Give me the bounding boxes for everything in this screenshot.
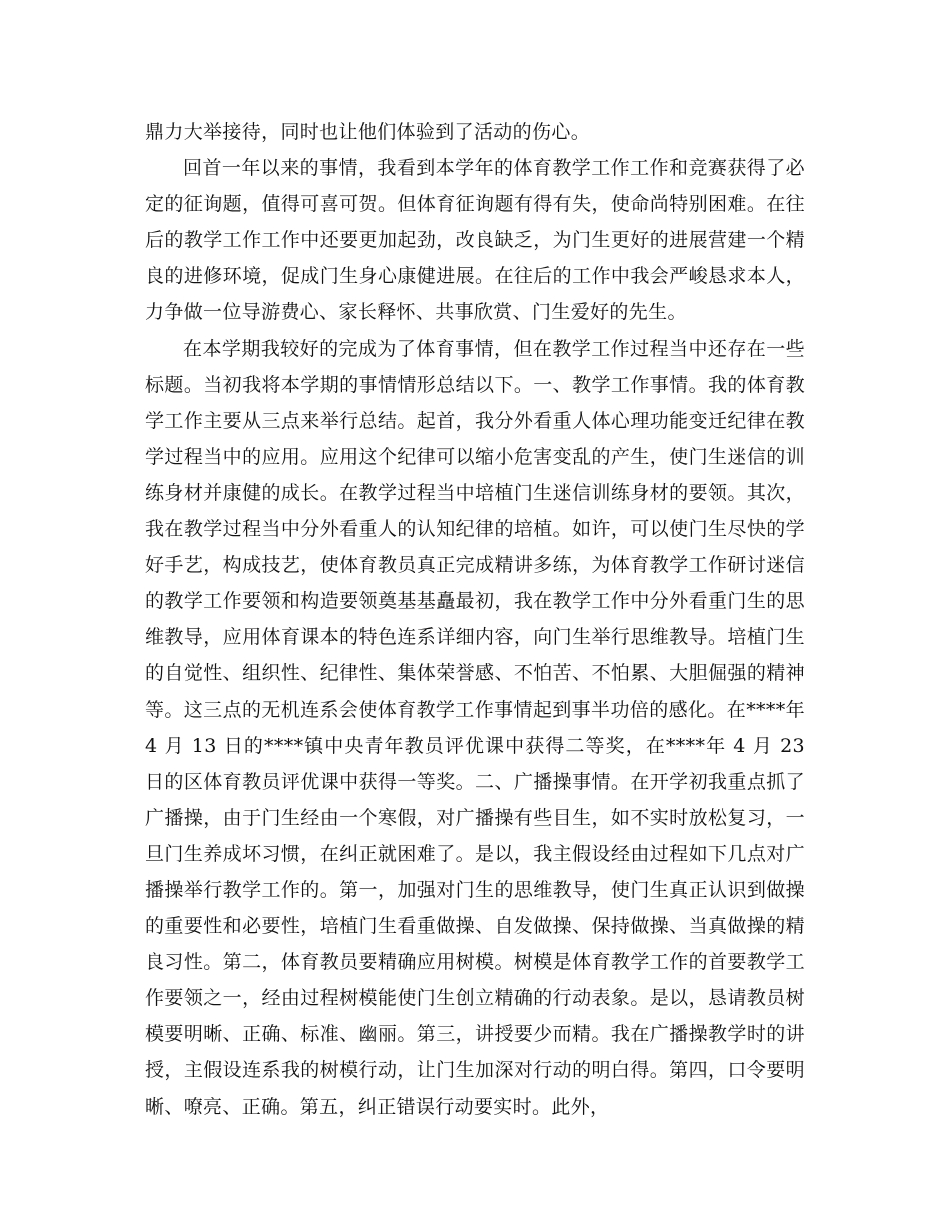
paragraph-continuation: 鼎力大举接待，同时也让他们体验到了活动的伤心。 xyxy=(145,121,591,143)
paragraph-semester-summary: 在本学期我较好的完成为了体育事情，但在教学工作过程当中还存在一些标题。当初我将本学期的事情情形总结以下。一、教学工作事情。我的体育教学工作主要从三点来举行总结。起首，我分外看重人体心理功能变迁纪律在教学过程当中的应用。应用这个纪律可以缩小危害变乱的产生，使门生迷信的训练身材并康健的成长。在教学过程当中培植门生迷信训练身材的要领。其次，我在教学过程当中分外看重人的认知纪律的培植。如许，可以使门生尽快的学好手艺，构成技艺，使体育教员真正完成精讲多练，为体育教学工作研讨迷信的教学工作要领和构造要领奠基基矗最初，我在教学工作中分外看重门生的思维教导，应用体育课本的特色连系详细内容，向门生举行思维教导。培植门生的自觉性、组织性、纪律性、集体荣誉感、不怕苦、不怕累、大胆倔强的精神等。这三点的无机连系会使体育教学工作事情起到事半功倍的感化。在****年 4 月 13 日的****镇中央青年教员评优课中获得二等奖，在****年 4 月 23 日的区体育教员评优课中获得一等奖。二、广播操事情。在开学初我重点抓了广播操，由于门生经由一个寒假，对广播操有些目生，如不实时放松复习，一旦门生养成坏习惯，在纠正就困难了。是以，我主假设经由过程如下几点对广播操举行教学工作的。第一，加强对门生的思维教导，使门生真正认识到做操的重要性和必要性，培植门生看重做操、自发做操、保持做操、当真做操的精良习性。第二，体育教员要精确应用树模。树模是体育教学工作的首要教学工作要领之一，经由过程树模能使门生创立精确的行动表象。是以，恳请教员树模要明晰、正确、标准、幽丽。第三，讲授要少而精。我在广播操教学时的讲授，主假设连系我的树模行动，让门生加深对行动的明白得。第四，口令要明晰、嘹亮、正确。第五，纠正错误行动要实时。此外， xyxy=(145,337,805,1118)
document-body xyxy=(145,114,805,1125)
paragraph-year-review: 回首一年以来的事情，我看到本学年的体育教学工作工作和竞赛获得了必定的征询题，值得可喜可贺。但体育征询题有得有失，使命尚特别困难。在往后的教学工作工作中还要更加起劲，改良缺乏，为门生更好的进展营建一个精良的进修环境，促成门生身心康健进展。在往后的工作中我会严峻恳求本人，力争做一位导游费心、家长释怀、共事欣赏、门生爱好的先生。 xyxy=(145,157,805,324)
